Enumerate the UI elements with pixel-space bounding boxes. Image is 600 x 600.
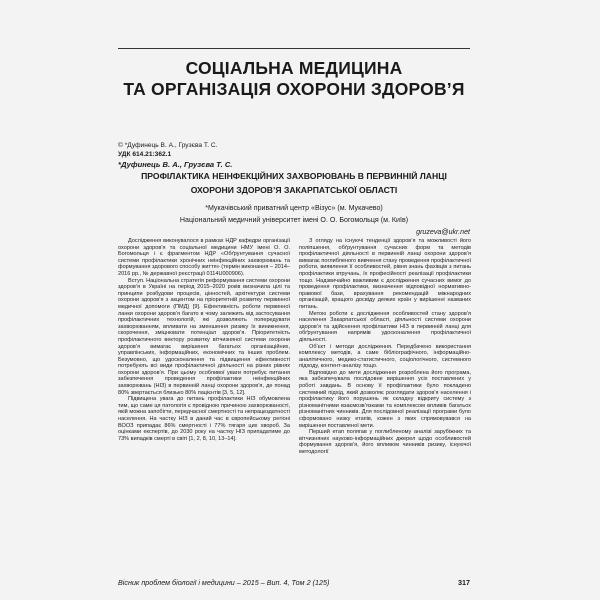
affiliation-2: Національний медичний університет імені О. О. Богомольця (м. Київ): [179, 216, 409, 224]
paragraph: Дослідження виконувалося в рамках НДР кафедри організації охорони здоров’я та соціальної медицини НМУ імені О. О. Богомольця і є фрагментом НДР «Обґрунтування сучасної системи профілактики хронічних неінфекційних захворювань та формування здорового способу життя» (термін виконання – 2014–2016 рр., № державної реєстрації 0114U000906).: [118, 238, 290, 277]
section-title-line2: ТА ОРГАНІЗАЦІЯ ОХОРОНИ ЗДОРОВ’Я: [123, 79, 465, 99]
page-number: 317: [458, 578, 470, 587]
paragraph: Перший етап полягав у поглибленому аналізі зарубіжних та вітчизняних науково-інформаційних джерел щодо особливостей формування здоров’я, його впливом чинників ризику, існуючої методології: [299, 429, 471, 455]
copyright-line: © *Дуфинець В. А., Грузєва Т. С.: [118, 142, 218, 149]
paragraph: Відповідно до мети дослідження розроблена його програма, яка забезпечувала послідовне вирішення усіх поставлених у роботі завдань. В основу її профілактики було покладено системний підхід, який дозволяє розглядати здоров’я населення і профілактику його порушень як складну відкриту систему з різноманітними взаємозв’язками та комплексом впливів багатьох різноманітних чинників. Для послідовної реалізації програми було сформовано низку етапів, кожен з яких спрямовувався на вирішення поставленої мети.: [299, 369, 471, 429]
paragraph: Вступ. Національна стратегія реформування системи охорони здоров’я в Україні на період 2015–2020 років визначила цілі та принципи розбудови процесів, цінностей, архітектури системи охорони здоров’я з акцентом на пріоритетній розвитку первинної медичної допомоги (ПМД) [9]. Ефективність роботи первинної ланки охорони здоров’я багато в чому залежить від застосування профілактичних технологій, які дозволяють попередувати захворюванням, впливати на зменшення ризику їх виникнення, скорочення, зміцнювати потенціал здоров’я. Пріоритетність профілактичного вектору розвитку вітчизняної системи охорони здоров’я вимагає вирішення багатьох організаційних, управлінських, інформаційних, економічних та інших проблем. Безумовно, що удосконалення та підвищення ефективності потребують всі види профілактичної діяльності на різних рівнях охорони здоров’я. При цьому особливої уваги потребує питання забезпечення проведення профілактики неінфекційних захворювань (НІЗ) в первинній ланці охорони здоров’я, де понад 80% звертається близько 80% пацієнтів [3, 5, 12].: [118, 277, 290, 396]
body-column-left: [118, 238, 290, 576]
paragraph: З огляду на існуючі тенденції здоров’я та можливості його поліпшення, обґрунтування сучасних форм та методів профілактичної діяльності в первинній ланці охорони здоров’я вимагає поглибленого вивчення стану проведення профілактичної роботи, виявлення її особливостей, рівня знань фахівців з питань профілактики втручань, їх професійності реалізації профілактики тощо. Надзвичайно важливим є дослідження сучасних вимог до проведення профілактики, визначення відповідної нормативно-правової бази, врахування рекомендацій міжнародних організацій, кращого досвіду деяких країн у вирішенні названих питань.: [299, 238, 471, 310]
body-column-right: [299, 238, 471, 576]
paragraph: Підвищена увага до питань профілактики НІЗ обумовлена тим, що саме ця патологія є провідною причиною захворюваності, якій можна запобігти, передчасної смертності та непрацездатності населення. На частку НІЗ в даний час в європейському регіоні ВООЗ припадає 86% смертності і 77% тягаря цих хвороб. За оцінками експертів, до 2030 року на частку НІЗ припадатиме до 73% випадків смерті в світі [1, 2, 8, 10, 13–14].: [118, 396, 290, 442]
article-title-line1: ПРОФІЛАКТИКА НЕІНФЕКЦІЙНИХ ЗАХВОРЮВАНЬ В ПЕРВИННІЙ ЛАНЦІ: [141, 171, 447, 181]
author-line: *Дуфинець В. А., Грузєва Т. С.: [118, 160, 233, 169]
header-rule: [118, 48, 470, 49]
article-title: [118, 169, 470, 197]
paragraph: Метою роботи є дослідження особливостей стану здоров’я населення Закарпатської області, діяльності системи охорони здоров’я та здійснення профілактики НІЗ в первинній ланці для обґрунтування напрямів удосконалення профілактичної діяльності.: [299, 310, 471, 343]
udc-code: УДК 614.21:362.1: [118, 151, 172, 158]
affiliation-1: *Мукачівський приватний центр «Візус» (м. Мукачево): [205, 204, 383, 212]
section-title: [118, 58, 470, 100]
contact-email: gruzeva@ukr.net: [416, 228, 470, 236]
section-title-line1: СОЦІАЛЬНА МЕДИЦИНА: [185, 58, 403, 78]
paragraph: Об’єкт і методи дослідження. Передбачено використання комплексу методів, а саме бібліографічного, інформаційно-аналітичного, медико-статистичного, соціологічного, системного підходу, контент-аналізу тощо.: [299, 343, 471, 370]
article-title-line2: ОХОРОНИ ЗДОРОВ’Я ЗАКАРПАТСЬКОЇ ОБЛАСТІ: [190, 185, 398, 195]
journal-citation: Вісник проблем біології і медицини – 2015 – Вип. 4, Том 2 (125): [118, 578, 330, 587]
